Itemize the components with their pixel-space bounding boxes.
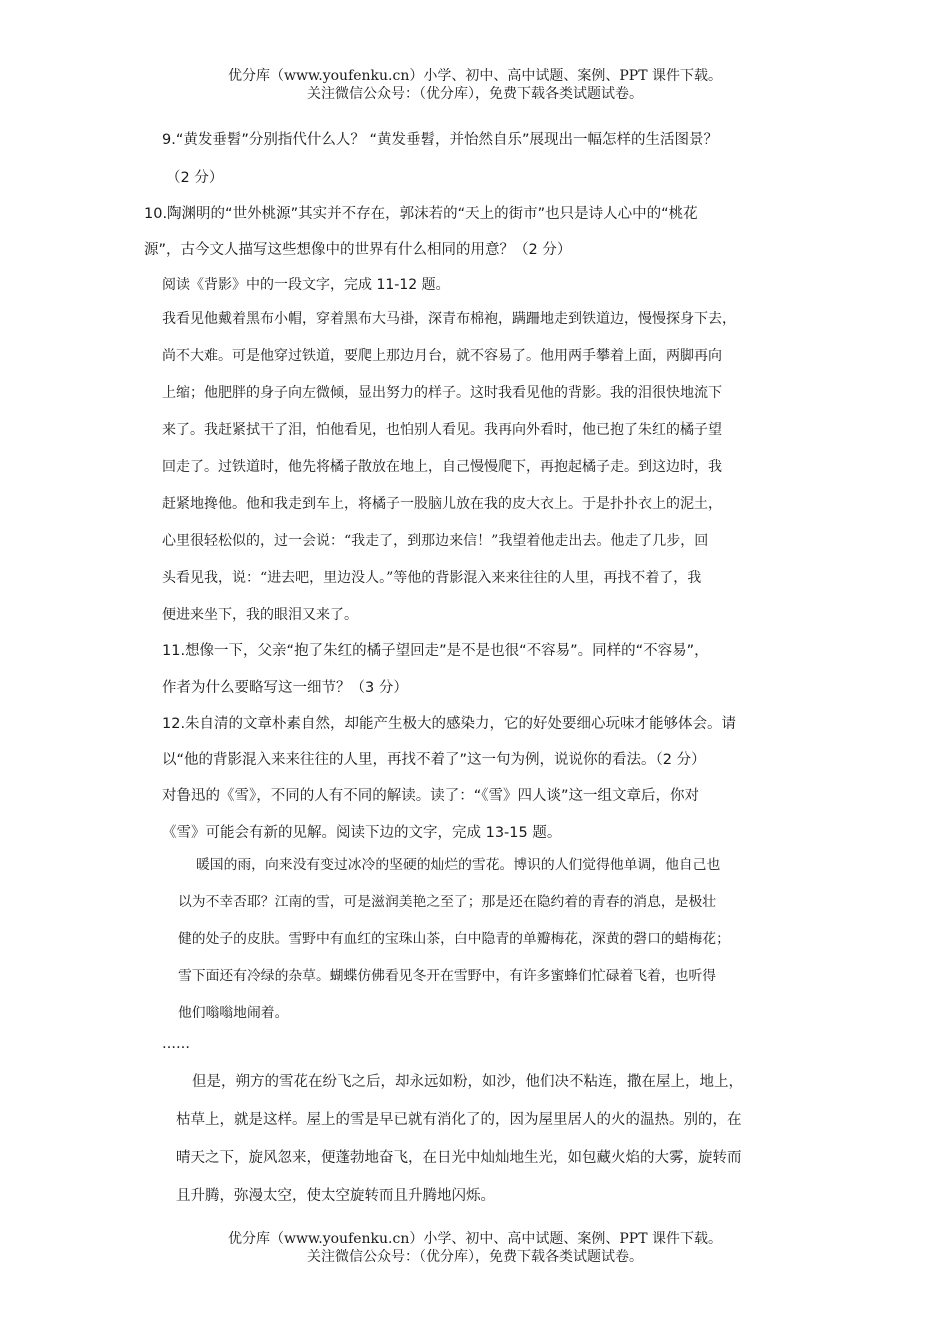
xue-passage-2-line: 枯草上，就是这样。屋上的雪是早已就有消化了的，因为屋里居人的火的温热。别的，在 xyxy=(176,1112,742,1128)
xue-passage-1-line: 健的处子的皮肤。雪野中有血红的宝珠山茶，白中隐青的单瓣梅花，深黄的磬口的蜡梅花； xyxy=(178,931,730,947)
ellipsis: …… xyxy=(162,1036,190,1052)
xue-passage-1-line: 暖国的雨，向来没有变过冰冷的坚硬的灿烂的雪花。博识的人们觉得他单调，他自己也 xyxy=(196,857,721,873)
beiying-passage-line: 我看见他戴着黑布小帽，穿着黑布大马褂，深青布棉袍，蹒跚地走到铁道边，慢慢探身下去， xyxy=(162,311,736,327)
header-line-2: 关注微信公众号：（优分库），免费下载各类试题试卷。 xyxy=(307,86,643,102)
xue-passage-1-line: 雪下面还有冷绿的杂草。蝴蝶仿佛看见冬开在雪野中，有许多蜜蜂们忙碌着飞着，也听得 xyxy=(178,968,717,984)
question-12-line-1: 12.朱自清的文章朴素自然，却能产生极大的感染力，它的好处要细心玩味才能够体会。请 xyxy=(162,716,737,732)
beiying-passage-line: 来了。我赶紧拭干了泪，怕他看见，也怕别人看见。我再向外看时，他已抱了朱红的橘子望 xyxy=(162,422,722,438)
question-9-line-1: 9.“黄发垂髫”分别指代什么人？ “黄发垂髫，并怡然自乐”展现出一幅怎样的生活图景？ xyxy=(162,132,718,148)
question-10-line-2: 源”，古今文人描写这些想像中的世界有什么相同的用意？（2 分） xyxy=(144,242,572,258)
footer-line-2: 关注微信公众号：（优分库），免费下载各类试题试卷。 xyxy=(307,1249,643,1265)
question-11-line-2: 作者为什么要略写这一细节？（3 分） xyxy=(162,680,408,696)
xue-passage-1-line: 他们嗡嗡地闹着。 xyxy=(178,1005,289,1021)
header-line-1: 优分库（www.youfenku.cn）小学、初中、高中试题、案例、PPT 课件下载。 xyxy=(227,68,722,84)
question-12-line-2: 以“他的背影混入来来往往的人里，再找不着了”这一句为例，说说你的看法。（2 分） xyxy=(162,752,706,768)
beiying-passage-line: 回走了。过铁道时，他先将橘子散放在地上，自己慢慢爬下，再抱起橘子走。到这边时，我 xyxy=(162,459,722,475)
xue-intro-line-1: 对鲁迅的《雪》，不同的人有不同的解读。读了：“《雪》四人谈”这一组文章后，你对 xyxy=(162,788,700,804)
question-11-line-1: 11.想像一下，父亲“抱了朱红的橘子望回走”是不是也很“不容易”。同样的“不容易”， xyxy=(162,643,709,659)
xue-intro-line-2: 《雪》可能会有新的见解。阅读下边的文字，完成 13-15 题。 xyxy=(162,825,562,841)
beiying-passage-line: 尚不大难。可是他穿过铁道，要爬上那边月台，就不容易了。他用两手攀着上面，两脚再向 xyxy=(162,348,722,364)
beiying-passage-line: 心里很轻松似的，过一会说：“我走了，到那边来信！”我望着他走出去。他走了几步，回 xyxy=(162,533,709,549)
xue-passage-1-line: 以为不幸否耶？江南的雪，可是滋润美艳之至了；那是还在隐约着的青春的消息，是极壮 xyxy=(178,894,717,910)
beiying-passage-line: 便进来坐下，我的眼泪又来了。 xyxy=(162,607,358,623)
xue-passage-2-line: 但是，朔方的雪花在纷飞之后，却永远如粉，如沙，他们决不粘连，撒在屋上，地上， xyxy=(192,1074,743,1090)
question-10-line-1: 10.陶渊明的“世外桃源”其实并不存在，郭沫若的“天上的街市”也只是诗人心中的“桃花 xyxy=(144,206,698,222)
xue-passage-2-line: 且升腾，弥漫太空，使太空旋转而且升腾地闪烁。 xyxy=(176,1188,495,1204)
xue-passage-2-line: 晴天之下，旋风忽来，便蓬勃地奋飞，在日光中灿灿地生光，如包藏火焰的大雾，旋转而 xyxy=(176,1150,742,1166)
question-9-line-2: （2 分） xyxy=(166,170,224,186)
beiying-passage-line: 头看见我，说：“进去吧，里边没人。”等他的背影混入来来往往的人里，再找不着了，我 xyxy=(162,570,702,586)
footer-line-1: 优分库（www.youfenku.cn）小学、初中、高中试题、案例、PPT 课件下载。 xyxy=(227,1231,722,1247)
beiying-intro: 阅读《背影》中的一段文字，完成 11-12 题。 xyxy=(162,277,450,293)
beiying-passage-line: 赶紧地搀他。他和我走到车上，将橘子一股脑儿放在我的皮大衣上。于是扑扑衣上的泥土， xyxy=(162,496,722,512)
beiying-passage-line: 上缩；他肥胖的身子向左微倾，显出努力的样子。这时我看见他的背影。我的泪很快地流下 xyxy=(162,385,722,401)
